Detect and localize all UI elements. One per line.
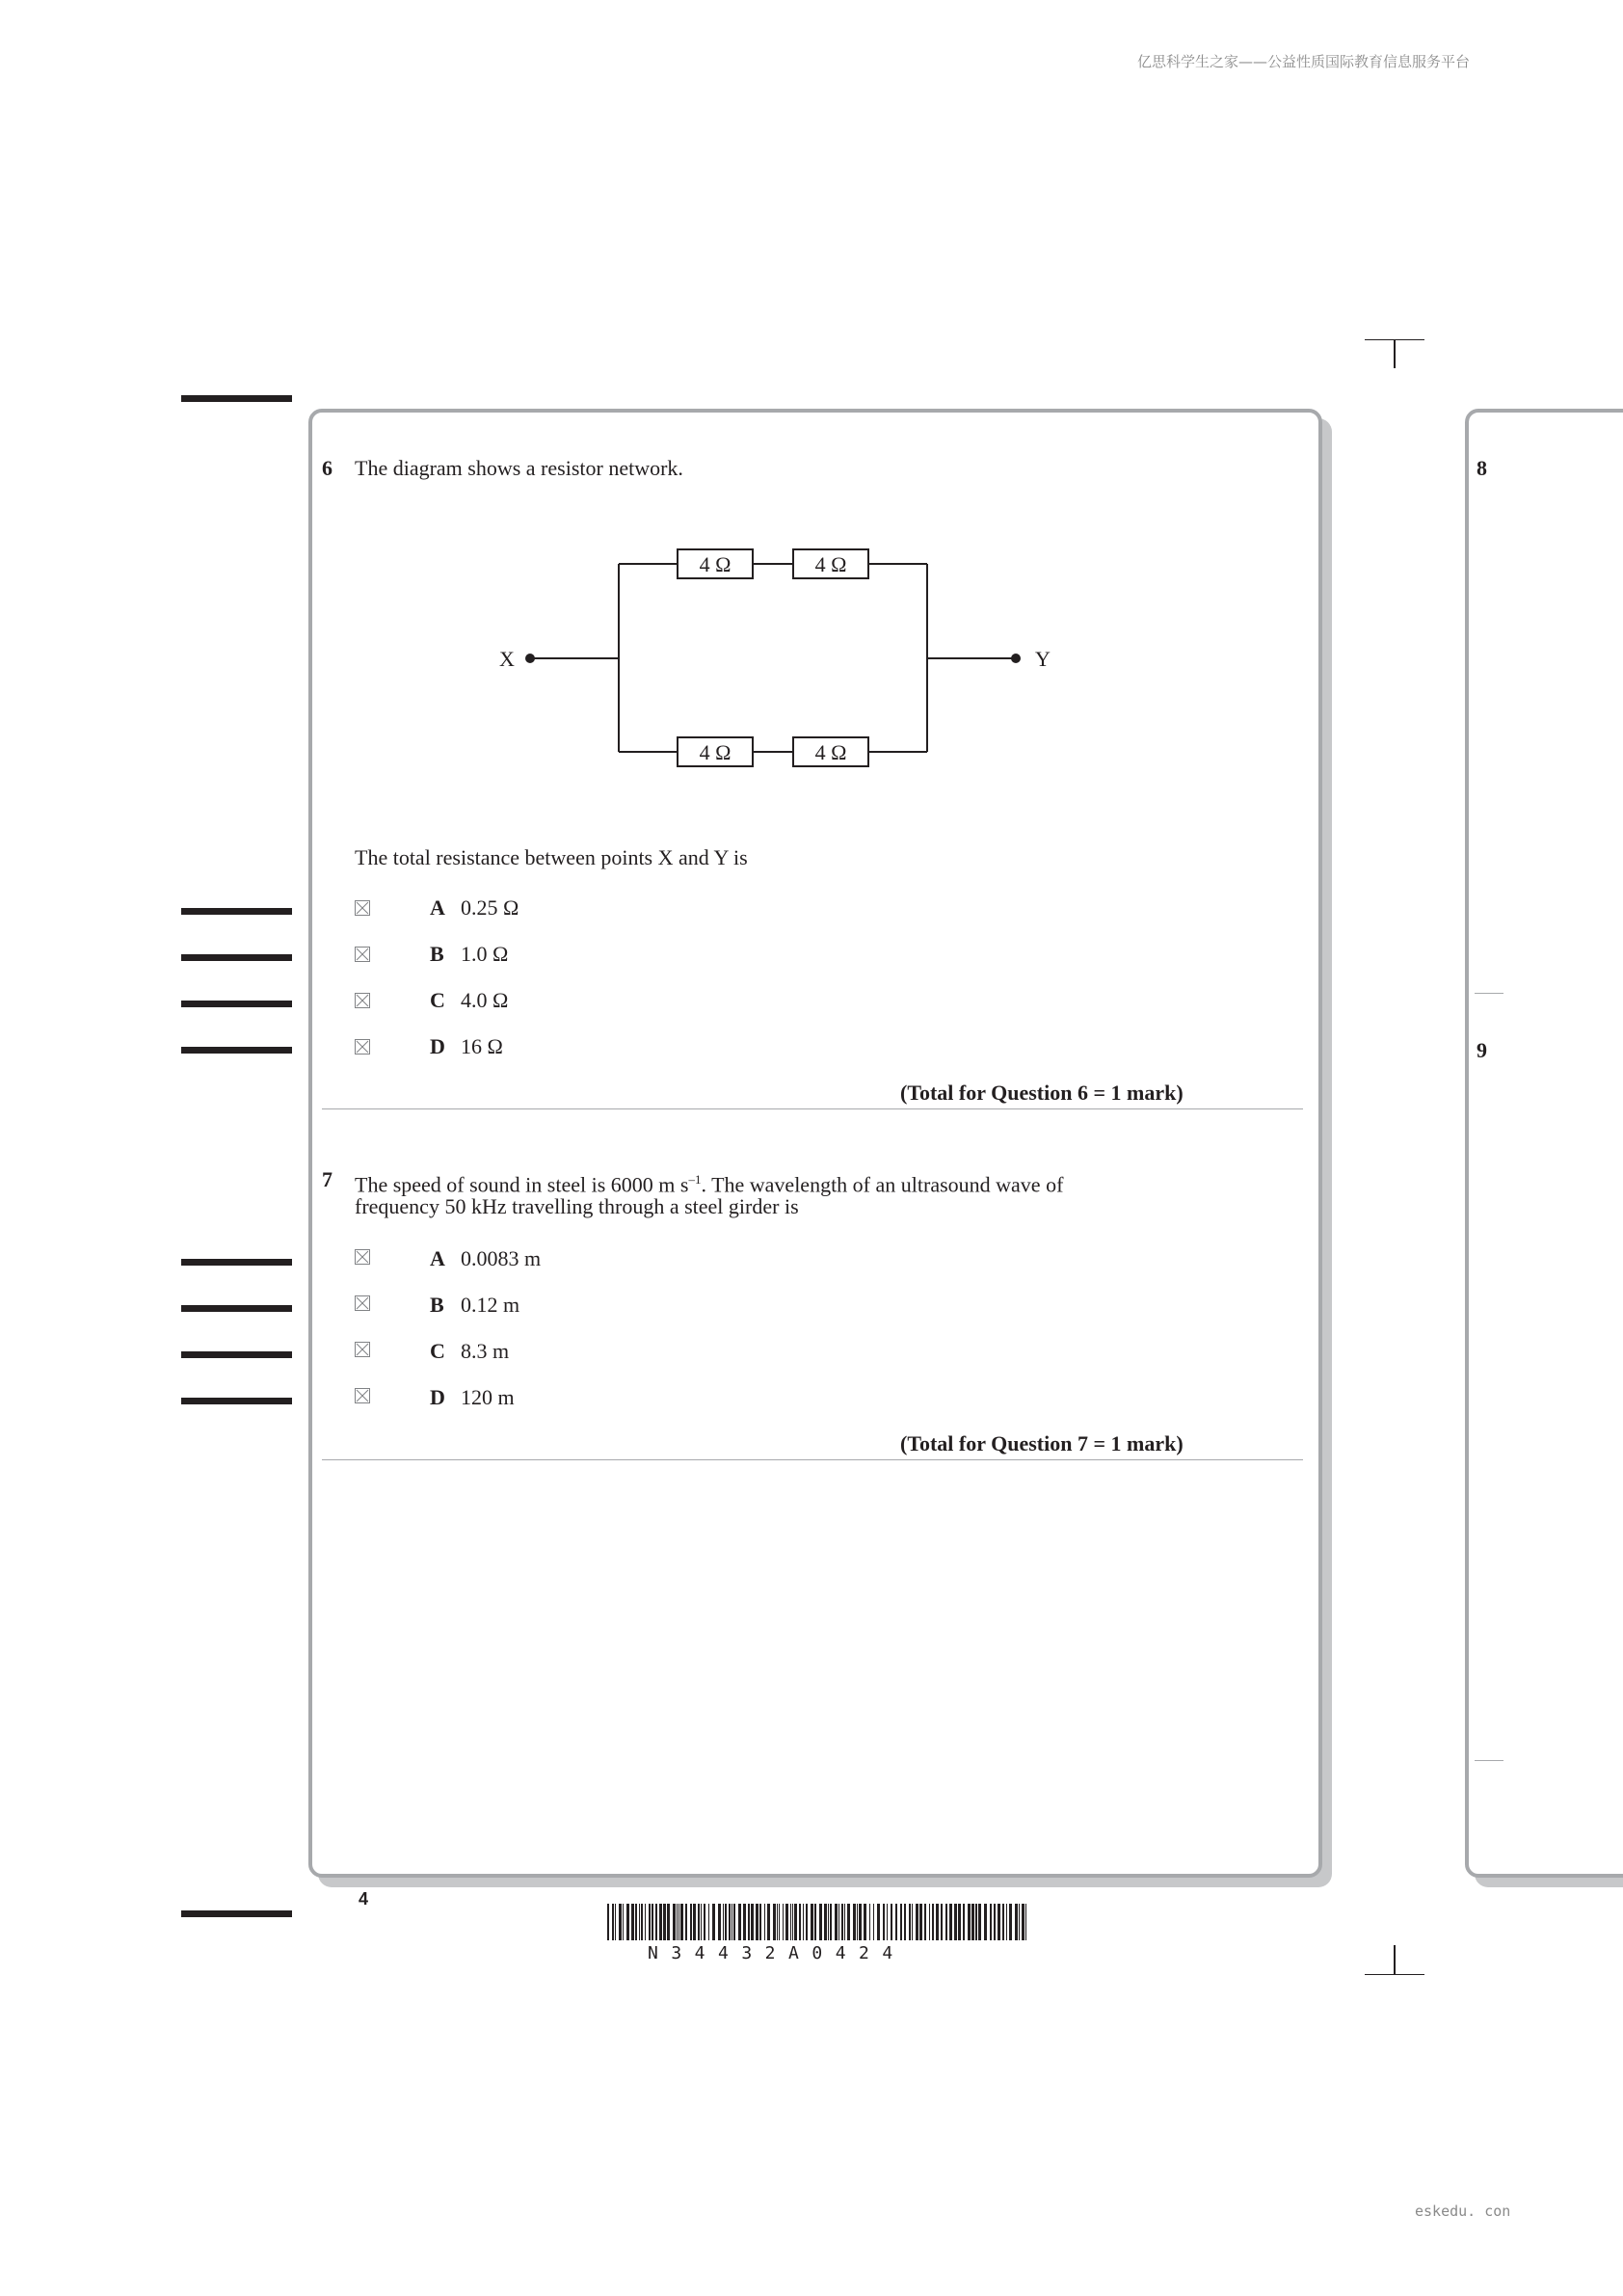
barcode-bar xyxy=(803,1904,804,1940)
barcode-bar xyxy=(783,1904,784,1940)
barcode-bar xyxy=(1022,1904,1024,1940)
next-page-frame xyxy=(1465,409,1623,1878)
barcode-bar xyxy=(794,1904,797,1940)
question-prompt-line-2: frequency 50 kHz travelling through a steel girder is xyxy=(355,1194,799,1218)
barcode-bar xyxy=(663,1904,666,1940)
barcode-bar xyxy=(954,1904,957,1940)
header-site-note: 亿思科学生之家——公益性质国际教育信息服务平台 xyxy=(1137,53,1471,70)
barcode-bar xyxy=(932,1904,934,1940)
barcode-bar xyxy=(811,1904,813,1940)
barcode-bar xyxy=(685,1904,687,1940)
barcode-bar xyxy=(1019,1904,1020,1940)
prompt-text: The speed of sound in steel is 6000 m s xyxy=(355,1172,689,1197)
barcode-bar xyxy=(712,1904,715,1940)
barcode-bar xyxy=(883,1904,885,1940)
barcode-bar xyxy=(998,1904,1000,1940)
barcode-bar xyxy=(891,1904,892,1940)
margin-bar xyxy=(181,395,292,402)
margin-bar xyxy=(181,1910,292,1917)
barcode-bar xyxy=(912,1904,913,1940)
barcode-bar xyxy=(764,1904,765,1940)
margin-bar xyxy=(181,1305,292,1312)
barcode-bar xyxy=(936,1904,939,1940)
barcode-bar xyxy=(895,1904,897,1940)
answer-checkbox-b[interactable] xyxy=(355,947,370,962)
answer-checkbox-c[interactable] xyxy=(355,1342,370,1357)
terminal-y-dot xyxy=(1011,654,1021,663)
option-letter: A xyxy=(430,1246,445,1270)
option-letter: C xyxy=(430,1339,445,1363)
divider xyxy=(322,1108,1303,1109)
point-x-label: X xyxy=(499,647,515,671)
barcode-bar xyxy=(844,1904,845,1940)
question-number: 6 xyxy=(322,456,333,480)
barcode-bar xyxy=(607,1904,609,1940)
resistor-label: 4 Ω xyxy=(699,552,732,576)
barcode-bar xyxy=(847,1904,850,1940)
barcode-bar xyxy=(759,1904,761,1940)
option-letter: B xyxy=(430,942,444,966)
barcode-bar xyxy=(631,1904,634,1940)
barcode-bar xyxy=(877,1904,880,1940)
option-text: 16 Ω xyxy=(461,1034,503,1058)
margin-bar xyxy=(181,1398,292,1404)
barcode-bar xyxy=(919,1904,922,1940)
page-number: 4 xyxy=(359,1889,369,1909)
barcode-bar xyxy=(673,1904,676,1940)
barcode-bar xyxy=(767,1904,770,1940)
barcode-digits: N34432A0424 xyxy=(648,1943,906,1963)
barcode-bar xyxy=(626,1904,629,1940)
barcode-bar xyxy=(841,1904,843,1940)
option-text: 120 m xyxy=(461,1385,515,1409)
margin-bar xyxy=(181,908,292,915)
barcode-bar xyxy=(924,1904,926,1940)
resistor-label: 4 Ω xyxy=(699,740,732,764)
barcode-bar xyxy=(984,1904,987,1940)
barcode-bar xyxy=(641,1904,643,1940)
barcode-bar xyxy=(751,1904,754,1940)
barcode-bar xyxy=(968,1904,971,1940)
margin-bar xyxy=(181,1047,292,1054)
option-letter: D xyxy=(430,1385,445,1409)
barcode-bar xyxy=(756,1904,758,1940)
barcode-bar xyxy=(824,1904,827,1940)
option-text: 4.0 Ω xyxy=(461,988,509,1012)
barcode-bar xyxy=(792,1904,793,1940)
barcode-bar xyxy=(1006,1904,1007,1940)
barcode-bar xyxy=(904,1904,906,1940)
barcode-bar xyxy=(859,1904,862,1940)
option-text: 0.12 m xyxy=(461,1293,520,1317)
barcode-bar xyxy=(785,1904,788,1940)
question-number: 7 xyxy=(322,1167,333,1191)
barcode-bar xyxy=(615,1904,616,1940)
barcode-bar xyxy=(655,1904,657,1940)
crop-mark-bottom xyxy=(1365,1974,1424,1975)
terminal-x-dot xyxy=(525,654,535,663)
barcode-bar xyxy=(975,1904,977,1940)
answer-checkbox-a[interactable] xyxy=(355,900,370,916)
barcode-bar xyxy=(1025,1904,1026,1940)
barcode-bar xyxy=(945,1904,947,1940)
barcode-bar xyxy=(994,1904,996,1940)
resistor-network-diagram xyxy=(482,540,1099,790)
crop-mark-bottom-stem xyxy=(1394,1945,1396,1974)
barcode-bar xyxy=(677,1904,678,1940)
barcode-bar xyxy=(704,1904,705,1940)
barcode-bar xyxy=(929,1904,930,1940)
barcode-bar xyxy=(693,1904,696,1940)
barcode-bar xyxy=(971,1904,974,1940)
barcode-bar xyxy=(830,1904,832,1940)
option-letter: A xyxy=(430,895,445,920)
barcode-bar xyxy=(779,1904,780,1940)
barcode-bar xyxy=(733,1904,735,1940)
barcode-bar xyxy=(649,1904,651,1940)
margin-bar xyxy=(181,954,292,961)
barcode-bar xyxy=(725,1904,727,1940)
barcode-bar xyxy=(853,1904,856,1940)
answer-checkbox-b[interactable] xyxy=(355,1295,370,1311)
question-total: (Total for Question 7 = 1 mark) xyxy=(900,1431,1184,1455)
barcode-bar xyxy=(949,1904,952,1940)
resistor-label: 4 Ω xyxy=(814,740,847,764)
side-tick xyxy=(1475,993,1503,994)
barcode-bar xyxy=(773,1904,776,1940)
barcode-bar xyxy=(869,1904,870,1940)
barcode-bar xyxy=(814,1904,816,1940)
unit-exponent: –1 xyxy=(688,1172,702,1187)
option-letter: C xyxy=(430,988,445,1012)
barcode-bar xyxy=(864,1904,866,1940)
barcode-bar xyxy=(680,1904,683,1940)
barcode-bar xyxy=(718,1904,721,1940)
barcode-bar xyxy=(978,1904,981,1940)
barcode-bar xyxy=(652,1904,653,1940)
barcode-bar xyxy=(748,1904,750,1940)
margin-bar xyxy=(181,1259,292,1266)
side-question-number: 8 xyxy=(1477,456,1487,480)
divider xyxy=(322,1459,1303,1460)
barcode-bar xyxy=(916,1904,918,1940)
barcode-bar xyxy=(729,1904,731,1940)
option-text: 8.3 m xyxy=(461,1339,510,1363)
answer-checkbox-d[interactable] xyxy=(355,1039,370,1055)
margin-bar xyxy=(181,1351,292,1358)
barcode-bar xyxy=(790,1904,791,1940)
barcode-bar xyxy=(941,1904,943,1940)
barcode-bar xyxy=(887,1904,888,1940)
barcode-bar xyxy=(738,1904,741,1940)
barcode xyxy=(607,1904,1026,1940)
barcode-bar xyxy=(909,1904,911,1940)
prompt-text: . The wavelength of an ultrasound wave of xyxy=(701,1172,1064,1197)
side-tick xyxy=(1475,1760,1503,1761)
barcode-bar xyxy=(838,1904,839,1940)
barcode-bar xyxy=(678,1904,679,1940)
barcode-bar xyxy=(806,1904,808,1940)
barcode-bar xyxy=(667,1904,670,1940)
barcode-bar xyxy=(1015,1904,1018,1940)
question-stem: The total resistance between points X and Y is xyxy=(355,845,748,869)
barcode-bar xyxy=(708,1904,709,1940)
point-y-label: Y xyxy=(1035,647,1051,671)
option-letter: D xyxy=(430,1034,445,1058)
barcode-bar xyxy=(857,1904,858,1940)
barcode-bar xyxy=(639,1904,640,1940)
barcode-bar xyxy=(900,1904,902,1940)
margin-bar xyxy=(181,1001,292,1007)
barcode-bar xyxy=(635,1904,637,1940)
question-prompt: The diagram shows a resistor network. xyxy=(355,456,683,480)
barcode-bar xyxy=(659,1904,662,1940)
barcode-bar xyxy=(619,1904,622,1940)
barcode-bar xyxy=(698,1904,700,1940)
option-text: 0.0083 m xyxy=(461,1246,542,1270)
answer-checkbox-a[interactable] xyxy=(355,1249,370,1265)
crop-mark-top-stem xyxy=(1394,339,1396,368)
barcode-bar xyxy=(799,1904,801,1940)
option-letter: B xyxy=(430,1293,444,1317)
barcode-bar xyxy=(828,1904,829,1940)
option-text: 0.25 Ω xyxy=(461,895,519,920)
answer-checkbox-d[interactable] xyxy=(355,1388,370,1403)
barcode-bar xyxy=(1002,1904,1004,1940)
barcode-bar xyxy=(819,1904,822,1940)
barcode-bar xyxy=(958,1904,961,1940)
barcode-bar xyxy=(690,1904,692,1940)
answer-checkbox-c[interactable] xyxy=(355,993,370,1008)
question-total: (Total for Question 6 = 1 mark) xyxy=(900,1081,1184,1105)
resistor-label: 4 Ω xyxy=(814,552,847,576)
barcode-bar xyxy=(612,1904,614,1940)
barcode-bar xyxy=(990,1904,992,1940)
barcode-bar xyxy=(963,1904,965,1940)
barcode-bar xyxy=(1009,1904,1012,1940)
barcode-bar xyxy=(873,1904,874,1940)
barcode-bar xyxy=(645,1904,646,1940)
option-text: 1.0 Ω xyxy=(461,942,509,966)
side-question-number: 9 xyxy=(1477,1038,1487,1062)
footer-site-domain: eskedu. con xyxy=(1415,2203,1511,2220)
barcode-bar xyxy=(723,1904,724,1940)
barcode-bar xyxy=(835,1904,838,1940)
barcode-bar xyxy=(777,1904,778,1940)
barcode-bar xyxy=(623,1904,624,1940)
barcode-bar xyxy=(743,1904,746,1940)
barcode-bar xyxy=(701,1904,702,1940)
